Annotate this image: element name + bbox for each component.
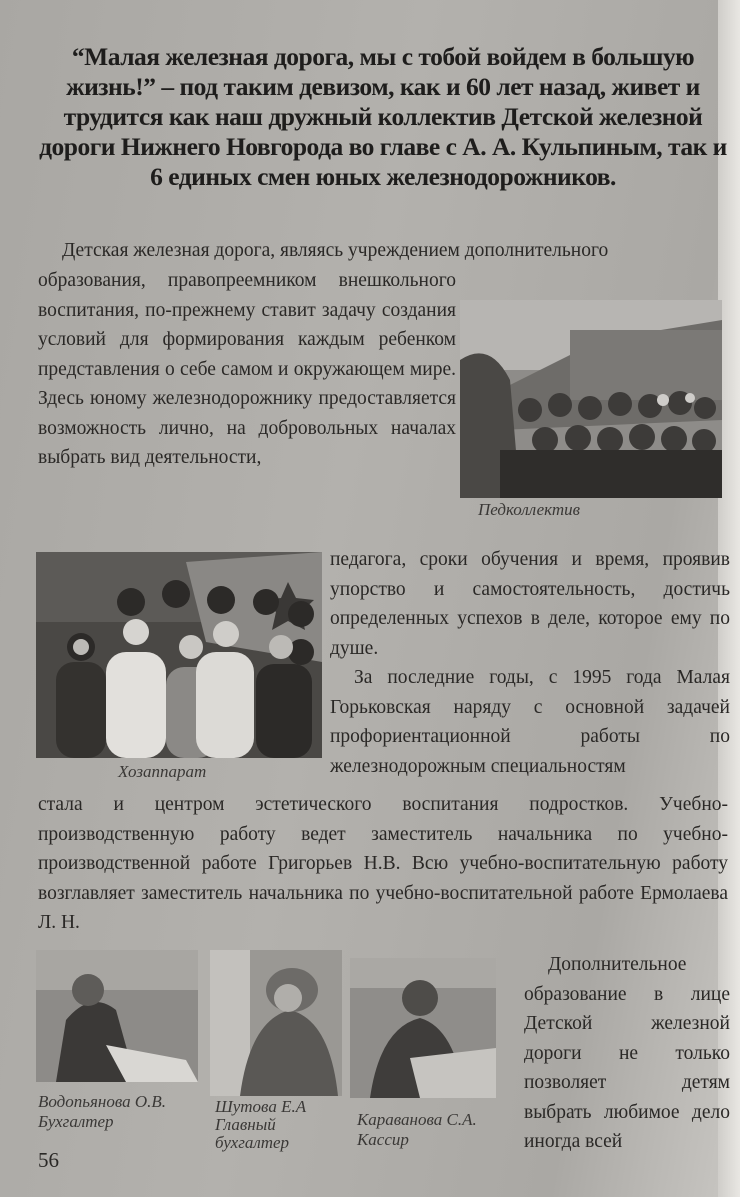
paragraph-1-first-line-text: Детская железная дорога, являясь учреждением дополнительного — [62, 240, 609, 261]
photo-shutova — [210, 950, 342, 1096]
caption-shutova — [215, 1098, 306, 1152]
paragraph-1-continuation — [330, 545, 730, 781]
caption-hozapparat: Хозаппарат — [118, 762, 207, 781]
caption-karavanova-name: Караванова С.А. — [357, 1110, 477, 1129]
caption-vodopyanova-role: Бухгалтер — [38, 1112, 114, 1131]
caption-shutova-role-2: бухгалтер — [215, 1133, 290, 1152]
headline: “Малая железная дорога, мы с тобой войдем в большую жизнь!” – под таким девизом, как и 60 лет назад, живет и трудится как наш дружный коллектив Детской железной дороги Нижнего Новгорода во главе с А. А. Кульпиным, так и 6 единых смен юных железнодорожников. — [39, 42, 727, 191]
caption-vodopyanova — [38, 1092, 166, 1132]
page-number: 56 — [38, 1148, 59, 1172]
paragraph-2-start: За последние годы, с 1995 года Малая Горьковская наряду с основной задачей профориентационной работы по железнодорожным специальностям — [330, 667, 730, 777]
caption-shutova-role-1: Главный — [215, 1115, 276, 1134]
paragraph-1-continuation-text: педагога, сроки обучения и время, проявив упорство и самостоятельность, достичь определенных успехов в деле, которое ему по душе. — [330, 549, 730, 659]
caption-karavanova-role: Кассир — [357, 1130, 409, 1149]
caption-pedkollektiv: Педколлектив — [478, 500, 581, 519]
photo-pedkollektiv — [460, 300, 722, 498]
paragraph-1-column: образования, правопреемником внешкольного воспитания, по-прежнему ставит задачу создания условий для формирования каждым ребенком представления о себе самом и окружающем мире. Здесь юному железнодорожнику предоставляется возможность лично, на добровольных началах выбрать вид деятельности, — [38, 270, 456, 468]
photo-hozapparat — [36, 552, 322, 758]
caption-vodopyanova-name: Водопьянова О.В. — [38, 1092, 167, 1111]
caption-shutova-name: Шутова Е.А — [215, 1097, 307, 1116]
photo-vodopyanova — [36, 950, 198, 1082]
paragraph-3-text: Дополнительное образование в лице Детской железной дороги не только позволяет детям выбрать любимое дело иногда всей — [524, 954, 730, 1152]
paragraph-1-first-line — [38, 236, 728, 266]
caption-karavanova — [357, 1110, 477, 1150]
photo-karavanova — [350, 958, 496, 1098]
paragraph-2-end: стала и центром эстетического воспитания подростков. Учебно-производственную работу ведет заместитель начальника по учебно-производственной работе Григорьев Н.В. Всю учебно-воспитательную работу возглавляет заместитель начальника по учебно-воспитательной работе Ермолаева Л. Н. — [38, 794, 728, 933]
paragraph-3 — [524, 950, 730, 1157]
